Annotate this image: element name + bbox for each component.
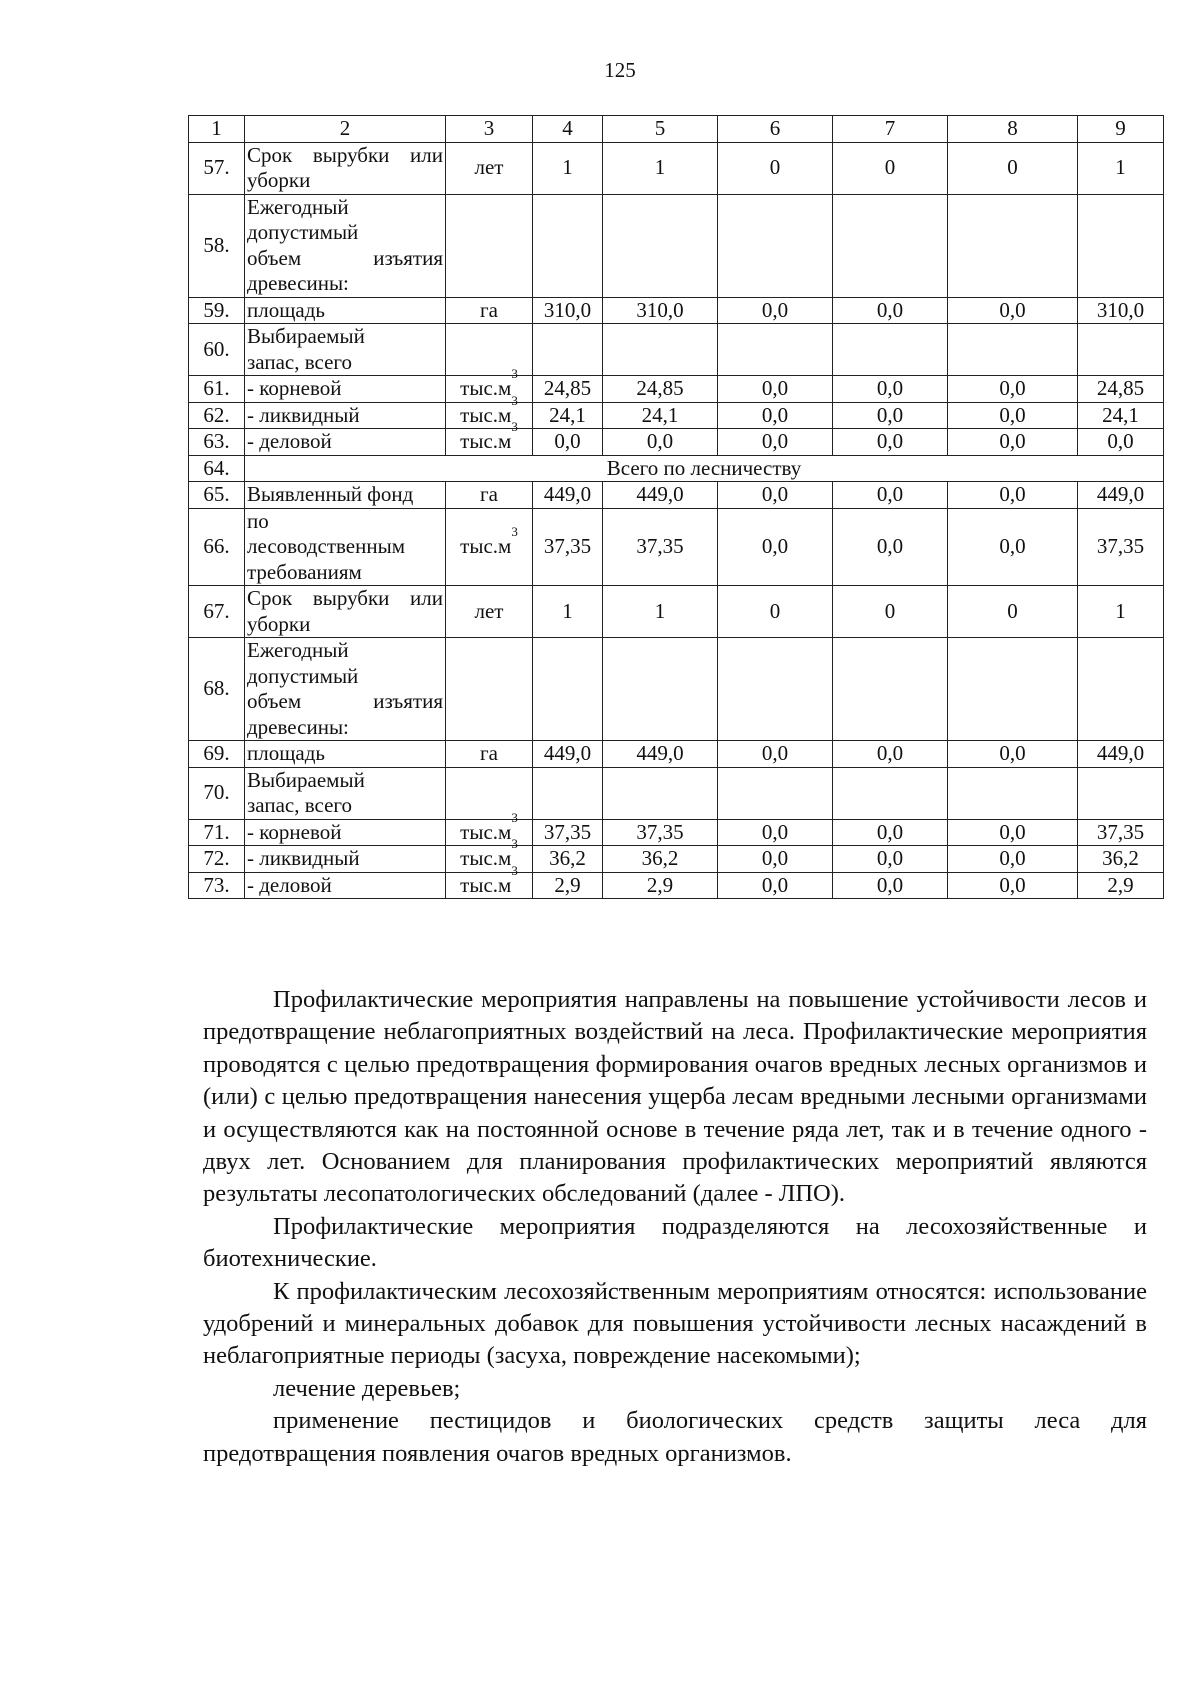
row-description xyxy=(245,429,446,456)
value-cell: 0 xyxy=(948,586,1078,638)
row-number: 60. xyxy=(189,324,245,376)
unit-cell xyxy=(446,194,533,297)
value-cell: 449,0 xyxy=(603,741,718,768)
value-cell: 0,0 xyxy=(718,297,833,324)
value-cell: 0,0 xyxy=(718,429,833,456)
description-line: требованиям xyxy=(247,559,362,584)
row-description xyxy=(245,741,446,768)
value-cell: 37,35 xyxy=(1078,819,1164,846)
unit-text: тыс.м xyxy=(460,846,512,870)
description-line: Выявленный фонд xyxy=(247,482,414,506)
value-cell: 1 xyxy=(603,142,718,194)
value-cell: 0,0 xyxy=(833,508,948,586)
row-description xyxy=(245,508,446,586)
unit-cell xyxy=(446,862,533,899)
column-header: 5 xyxy=(603,116,718,143)
row-number: 69. xyxy=(189,741,245,768)
description-line: Ежегодный xyxy=(247,194,349,219)
value-cell: 36,2 xyxy=(1078,846,1164,873)
unit-text: га xyxy=(480,297,498,322)
value-cell: 37,35 xyxy=(603,508,718,586)
row-number: 64. xyxy=(189,455,245,482)
value-cell: 449,0 xyxy=(1078,482,1164,509)
value-cell: 0,0 xyxy=(833,482,948,509)
row-number: 61. xyxy=(189,376,245,403)
description-line: - деловой xyxy=(247,429,332,453)
unit-superscript: 3 xyxy=(511,809,518,825)
value-cell: 0,0 xyxy=(833,741,948,768)
value-cell: 37,35 xyxy=(533,819,603,846)
unit-superscript: 3 xyxy=(511,366,518,381)
row-description xyxy=(245,586,446,638)
value-cell xyxy=(1078,767,1164,819)
unit-cell xyxy=(446,741,533,768)
row-number: 73. xyxy=(189,872,245,899)
body-text xyxy=(203,984,1147,1470)
description-line: Выбираемый xyxy=(247,767,365,792)
value-cell: 0,0 xyxy=(948,376,1078,403)
unit-superscript: 3 xyxy=(511,419,518,434)
paragraph: лечение деревьев; xyxy=(273,1374,461,1402)
page-number: 125 xyxy=(604,58,636,82)
value-cell xyxy=(718,767,833,819)
value-cell: 24,1 xyxy=(533,402,603,429)
table-row xyxy=(189,297,1164,324)
value-cell: 0,0 xyxy=(718,872,833,899)
value-cell: 0,0 xyxy=(948,402,1078,429)
value-cell xyxy=(533,194,603,297)
value-cell xyxy=(1078,638,1164,741)
value-cell: 0 xyxy=(833,586,948,638)
table-row xyxy=(189,508,1164,586)
value-cell xyxy=(948,767,1078,819)
unit-text: тыс.м xyxy=(460,819,512,844)
value-cell: 0,0 xyxy=(718,402,833,429)
value-cell xyxy=(603,324,718,376)
description-line: - ликвидный xyxy=(247,402,360,427)
row-description xyxy=(245,482,446,509)
unit-cell xyxy=(446,324,533,376)
unit-cell xyxy=(446,836,533,873)
unit-cell xyxy=(446,392,533,429)
row-description xyxy=(245,638,446,741)
description-line: Срок вырубки или xyxy=(247,142,443,167)
value-cell xyxy=(948,324,1078,376)
value-cell xyxy=(603,194,718,297)
row-description xyxy=(245,194,446,297)
row-description xyxy=(245,402,446,429)
value-cell xyxy=(833,767,948,819)
column-header: 9 xyxy=(1078,116,1164,143)
value-cell: 24,85 xyxy=(533,376,603,403)
column-header: 3 xyxy=(446,116,533,143)
description-line: древесины: xyxy=(247,714,349,739)
section-title: Всего по лесничеству xyxy=(245,455,1164,482)
value-cell: 449,0 xyxy=(1078,741,1164,768)
value-cell: 0,0 xyxy=(948,741,1078,768)
value-cell: 0,0 xyxy=(948,297,1078,324)
value-cell: 310,0 xyxy=(1078,297,1164,324)
value-cell: 0,0 xyxy=(948,429,1078,456)
row-number: 68. xyxy=(189,638,245,741)
row-number: 59. xyxy=(189,297,245,324)
description-line: уборки xyxy=(247,168,311,192)
value-cell: 1 xyxy=(1078,586,1164,638)
row-description xyxy=(245,142,446,194)
value-cell: 0,0 xyxy=(603,429,718,456)
value-cell xyxy=(603,638,718,741)
table-row xyxy=(189,872,1164,899)
description-line: запас, всего xyxy=(247,349,352,374)
value-cell: 0,0 xyxy=(718,376,833,403)
value-cell: 2,9 xyxy=(1078,872,1164,899)
value-cell: 0,0 xyxy=(718,846,833,873)
value-cell: 0 xyxy=(718,586,833,638)
value-cell: 0,0 xyxy=(833,846,948,873)
value-cell xyxy=(833,638,948,741)
value-cell xyxy=(533,767,603,819)
table-row xyxy=(189,586,1164,638)
paragraph: Профилактические мероприятия подразделяются на лесохозяйственные и биотехнические. xyxy=(203,1212,1147,1273)
value-cell: 36,2 xyxy=(603,846,718,873)
row-number: 66. xyxy=(189,508,245,586)
unit-text: лет xyxy=(474,598,504,623)
table-row xyxy=(189,455,1164,482)
value-cell: 0 xyxy=(718,142,833,194)
table-header-row xyxy=(189,116,1164,143)
row-number: 62. xyxy=(189,402,245,429)
value-cell: 0,0 xyxy=(948,846,1078,873)
value-cell: 37,35 xyxy=(533,508,603,586)
value-cell xyxy=(718,638,833,741)
value-cell xyxy=(718,324,833,376)
unit-cell xyxy=(446,638,533,741)
value-cell: 2,9 xyxy=(533,872,603,899)
value-cell: 0,0 xyxy=(833,376,948,403)
description-line: объем изъятия xyxy=(247,245,443,270)
value-cell: 24,85 xyxy=(1078,376,1164,403)
value-cell: 0,0 xyxy=(718,508,833,586)
value-cell: 1 xyxy=(533,142,603,194)
value-cell: 36,2 xyxy=(533,846,603,873)
description-line: - корневой xyxy=(247,819,342,844)
value-cell: 0,0 xyxy=(833,819,948,846)
value-cell: 0,0 xyxy=(718,741,833,768)
row-number: 58. xyxy=(189,194,245,297)
description-line: Выбираемый xyxy=(247,324,365,348)
value-cell: 24,85 xyxy=(603,376,718,403)
value-cell xyxy=(948,638,1078,741)
row-description xyxy=(245,376,446,403)
unit-text: га xyxy=(480,482,498,506)
unit-cell xyxy=(446,508,533,586)
value-cell: 37,35 xyxy=(603,819,718,846)
value-cell: 0,0 xyxy=(833,429,948,456)
value-cell: 24,1 xyxy=(1078,402,1164,429)
value-cell: 449,0 xyxy=(533,482,603,509)
unit-text: тыс.м xyxy=(460,872,512,897)
value-cell: 24,1 xyxy=(603,402,718,429)
row-description xyxy=(245,846,446,873)
value-cell xyxy=(833,324,948,376)
value-cell: 37,35 xyxy=(1078,508,1164,586)
description-line: объем изъятия xyxy=(247,689,443,713)
value-cell xyxy=(833,194,948,297)
unit-text: тыс.м xyxy=(460,429,512,453)
unit-cell xyxy=(446,767,533,819)
description-line: допустимый xyxy=(247,663,359,688)
column-header: 8 xyxy=(948,116,1078,143)
column-header: 2 xyxy=(245,116,446,143)
row-number: 57. xyxy=(189,142,245,194)
value-cell: 310,0 xyxy=(603,297,718,324)
value-cell: 449,0 xyxy=(603,482,718,509)
table-row xyxy=(189,402,1164,429)
table-row xyxy=(189,767,1164,819)
description-line: уборки xyxy=(247,611,311,636)
column-header: 7 xyxy=(833,116,948,143)
unit-superscript: 3 xyxy=(511,392,518,408)
unit-cell xyxy=(446,297,533,324)
unit-cell xyxy=(446,366,533,403)
row-number: 71. xyxy=(189,819,245,846)
row-description xyxy=(245,324,446,376)
description-line: по xyxy=(247,508,269,533)
row-description xyxy=(245,872,446,899)
unit-cell xyxy=(446,482,533,509)
column-header: 1 xyxy=(189,116,245,143)
value-cell: 310,0 xyxy=(533,297,603,324)
table-row xyxy=(189,194,1164,297)
value-cell: 0,0 xyxy=(948,508,1078,586)
value-cell xyxy=(948,194,1078,297)
table-row xyxy=(189,324,1164,376)
description-line: запас, всего xyxy=(247,793,352,817)
description-line: - деловой xyxy=(247,872,332,897)
unit-cell xyxy=(446,809,533,846)
table-row xyxy=(189,142,1164,194)
paragraph: К профилактическим лесохозяйственным мероприятиям относятся: использование удобрений и минеральных добавок для повышения устойчивости лесных насаждений в неблагоприятные периоды (засуха, повреждение насекомыми); xyxy=(203,1277,1147,1370)
value-cell xyxy=(1078,194,1164,297)
row-description xyxy=(245,767,446,819)
unit-text: га xyxy=(480,741,498,765)
value-cell: 1 xyxy=(533,586,603,638)
description-line: Ежегодный xyxy=(247,638,349,662)
value-cell: 0 xyxy=(833,142,948,194)
value-cell xyxy=(533,638,603,741)
description-line: - ликвидный xyxy=(247,846,360,870)
value-cell: 2,9 xyxy=(603,872,718,899)
description-line: лесоводственным xyxy=(247,534,405,558)
table-row xyxy=(189,376,1164,403)
unit-text: тыс.м xyxy=(460,376,512,400)
value-cell: 0,0 xyxy=(718,482,833,509)
description-line: - корневой xyxy=(247,376,342,400)
row-number: 72. xyxy=(189,846,245,873)
description-line: Срок вырубки или xyxy=(247,586,443,610)
description-line: древесины: xyxy=(247,271,349,295)
value-cell: 0,0 xyxy=(833,297,948,324)
value-cell xyxy=(533,324,603,376)
unit-text: тыс.м xyxy=(460,402,512,427)
value-cell: 0,0 xyxy=(533,429,603,456)
row-number: 63. xyxy=(189,429,245,456)
value-cell: 1 xyxy=(603,586,718,638)
value-cell: 0,0 xyxy=(948,482,1078,509)
value-cell: 449,0 xyxy=(533,741,603,768)
row-description xyxy=(245,297,446,324)
value-cell: 0,0 xyxy=(948,872,1078,899)
table-row xyxy=(189,429,1164,456)
value-cell: 0,0 xyxy=(948,819,1078,846)
table-row xyxy=(189,819,1164,846)
value-cell: 0,0 xyxy=(1078,429,1164,456)
unit-text: лет xyxy=(474,155,504,180)
description-line: площадь xyxy=(247,297,325,322)
data-table xyxy=(188,115,1164,899)
paragraph: Профилактические мероприятия направлены на повышение устойчивости лесов и предотвращение неблагоприятных воздействий на леса. Профилактические мероприятия проводятся с целью предотвращения формирования очагов вредных лесных организмов и (или) с целью предотвращения нанесения ущерба лесам вредными лесными организмами и осуществляются как на постоянной основе в течение ряда лет, так и в течение одного - двух лет. Основанием для планирования профилактических мероприятий являются результаты лесопатологических обследований (далее - ЛПО). xyxy=(203,986,1147,1208)
row-number: 65. xyxy=(189,482,245,509)
value-cell: 1 xyxy=(1078,142,1164,194)
table-row xyxy=(189,482,1164,509)
value-cell xyxy=(718,194,833,297)
unit-cell xyxy=(446,142,533,194)
row-number: 70. xyxy=(189,767,245,819)
value-cell xyxy=(603,767,718,819)
value-cell xyxy=(1078,324,1164,376)
unit-superscript: 3 xyxy=(511,836,518,851)
table-row xyxy=(189,741,1164,768)
description-line: площадь xyxy=(247,741,325,765)
unit-superscript: 3 xyxy=(511,524,518,539)
column-header: 6 xyxy=(718,116,833,143)
row-number: 67. xyxy=(189,586,245,638)
value-cell: 0,0 xyxy=(833,872,948,899)
value-cell: 0 xyxy=(948,142,1078,194)
unit-cell xyxy=(446,419,533,456)
description-line: допустимый xyxy=(247,220,359,244)
table-row xyxy=(189,638,1164,741)
value-cell: 0,0 xyxy=(833,402,948,429)
table-row xyxy=(189,846,1164,873)
unit-superscript: 3 xyxy=(511,862,518,878)
unit-cell xyxy=(446,586,533,638)
value-cell: 0,0 xyxy=(718,819,833,846)
row-description xyxy=(245,819,446,846)
column-header: 4 xyxy=(533,116,603,143)
unit-text: тыс.м xyxy=(460,534,512,558)
paragraph: применение пестицидов и биологических средств защиты леса для предотвращения появления очагов вредных организмов. xyxy=(203,1407,1147,1467)
